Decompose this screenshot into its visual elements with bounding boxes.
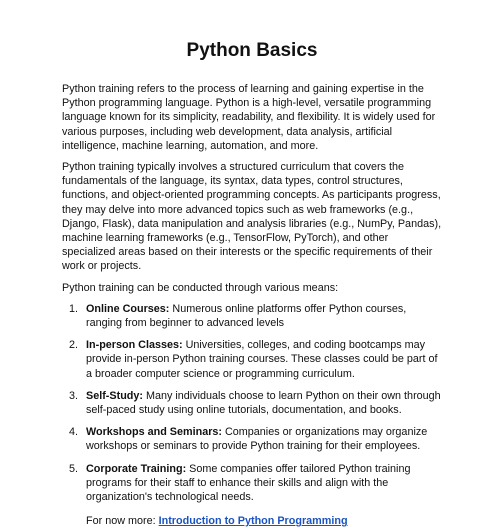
paragraph-means-intro: Python training can be conducted through various means: [62, 281, 339, 294]
list-item-number: 2. [69, 339, 79, 352]
document-body [62, 82, 442, 528]
list-item [62, 425, 442, 453]
list-item-term: Corporate Training: [86, 462, 187, 475]
list-item-number: 4. [69, 426, 79, 439]
list-item-number: 3. [69, 389, 79, 402]
list-item [62, 462, 442, 505]
list-item-text: Many individuals choose to learn Python on their own through self-paced study using online tutorials, documentation, and books. [86, 389, 441, 417]
intro-python-link[interactable]: Introduction to Python Programming [158, 515, 348, 528]
list-item [62, 302, 442, 330]
list-item-term: Workshops and Seminars: [86, 426, 222, 439]
list-item-term: Online Courses: [86, 302, 170, 315]
paragraph-curriculum: Python training typically involves a structured curriculum that covers the fundamentals of the language, its syntax, data types, control structures, functions, and object-oriented programming concepts. As participants progress, they may delve into more advanced topics such as web frameworks (e.g., Django, Flask), data manipulation and analysis libraries (e.g., NumPy, Pandas), machine learning frameworks (e.g., TensorFlow, PyTorch), and other specialized areas based on their interests or the specific requirements of their work or projects. [62, 161, 442, 273]
paragraph-intro: Python training refers to the process of learning and gaining expertise in the Python programming language. Python is a high-level, versatile programming language known for its simplicity, readability, and flexibility. It is widely used for various purposes, including web development, data analysis, artificial intelligence, machine learning, automation, and more. [62, 83, 436, 152]
training-means-list [62, 302, 442, 504]
list-item [62, 338, 442, 381]
list-item-number: 5. [69, 462, 79, 475]
list-item-term: Self-Study: [86, 389, 143, 402]
list-item-text: Numerous online platforms offer Python courses, ranging from beginner to advanced levels [86, 302, 407, 330]
further-reading-line [86, 514, 442, 528]
list-item [62, 389, 442, 417]
list-item-number: 1. [69, 302, 79, 315]
list-item-text: Some companies offer tailored Python training programs for their staff to enhance their skills and align with the organization's technological needs. [86, 462, 411, 504]
page-title: Python Basics [186, 40, 318, 61]
list-item-term: In-person Classes: [86, 339, 183, 352]
further-reading-prefix: For now more: [86, 515, 159, 528]
list-item-text: Companies or organizations may organize workshops or seminars to provide Python training for their employees. [86, 426, 428, 453]
list-item-text: Universities, colleges, and coding bootcamps may provide in-person Python training courses. These classes could be part of a broader computer science or programming curriculum. [86, 339, 438, 380]
